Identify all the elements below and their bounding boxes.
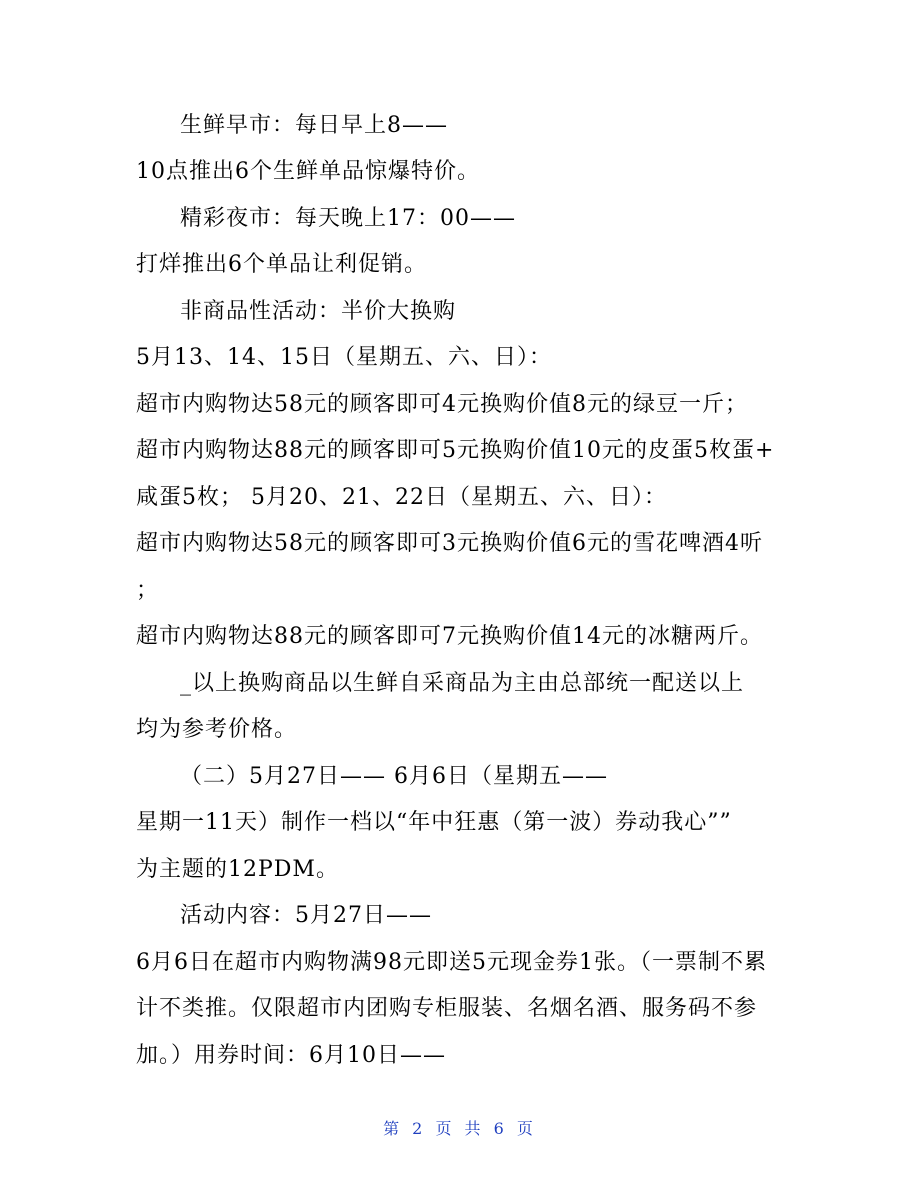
text-line: 计不类推。仅限超市内团购专柜服装、名烟名酒、服务码不参 xyxy=(136,996,758,1021)
text-line: 超市内购物达88元的顾客即可7元换购价值14元的冰糖两斤。 xyxy=(136,624,763,649)
text-line: 咸蛋5枚； 5月20、21、22日（星期五、六、日）： xyxy=(136,485,667,510)
page-indicator: 第 2 页 共 6 页 xyxy=(383,1119,537,1138)
text-line: 超市内购物达58元的顾客即可3元换购价值6元的雪花啤酒4听 xyxy=(136,531,763,556)
text-line: 均为参考价格。 xyxy=(136,717,298,742)
text-line: （二）5月27日—— 6月6日（星期五—— xyxy=(180,764,608,789)
text-line: 6月6日在超市内购物满98元即送5元现金券1张。（一票制不累 xyxy=(136,950,767,975)
text-line: 5月13、14、15日（星期五、六、日）： xyxy=(136,345,552,370)
text-line: 非商品性活动：半价大换购 xyxy=(180,299,457,324)
text-line: 超市内购物达58元的顾客即可4元换购价值8元的绿豆一斤； xyxy=(136,392,748,417)
text-line: 10点推出6个生鲜单品惊爆特价。 xyxy=(136,159,480,184)
text-line: 生鲜早市：每日早上8—— xyxy=(180,113,448,138)
text-line: 为主题的12PDM。 xyxy=(136,857,339,882)
text-line: 打烊推出6个单品让利促销。 xyxy=(136,252,427,277)
text-line: 活动内容：5月27日—— xyxy=(180,903,432,928)
text-line: 星期一11天）制作一档以“年中狂惠（第一波）券动我心”” xyxy=(136,810,732,835)
text-line: ； xyxy=(136,578,160,603)
text-line: 加。）用券时间：6月10日—— xyxy=(136,1043,446,1068)
text-line: 精彩夜市：每天晚上17：00—— xyxy=(180,206,516,231)
text-line: _以上换购商品以生鲜自采商品为主由总部统一配送以上 xyxy=(180,671,745,696)
text-line: 超市内购物达88元的顾客即可5元换购价值10元的皮蛋5枚蛋+ xyxy=(136,438,775,463)
